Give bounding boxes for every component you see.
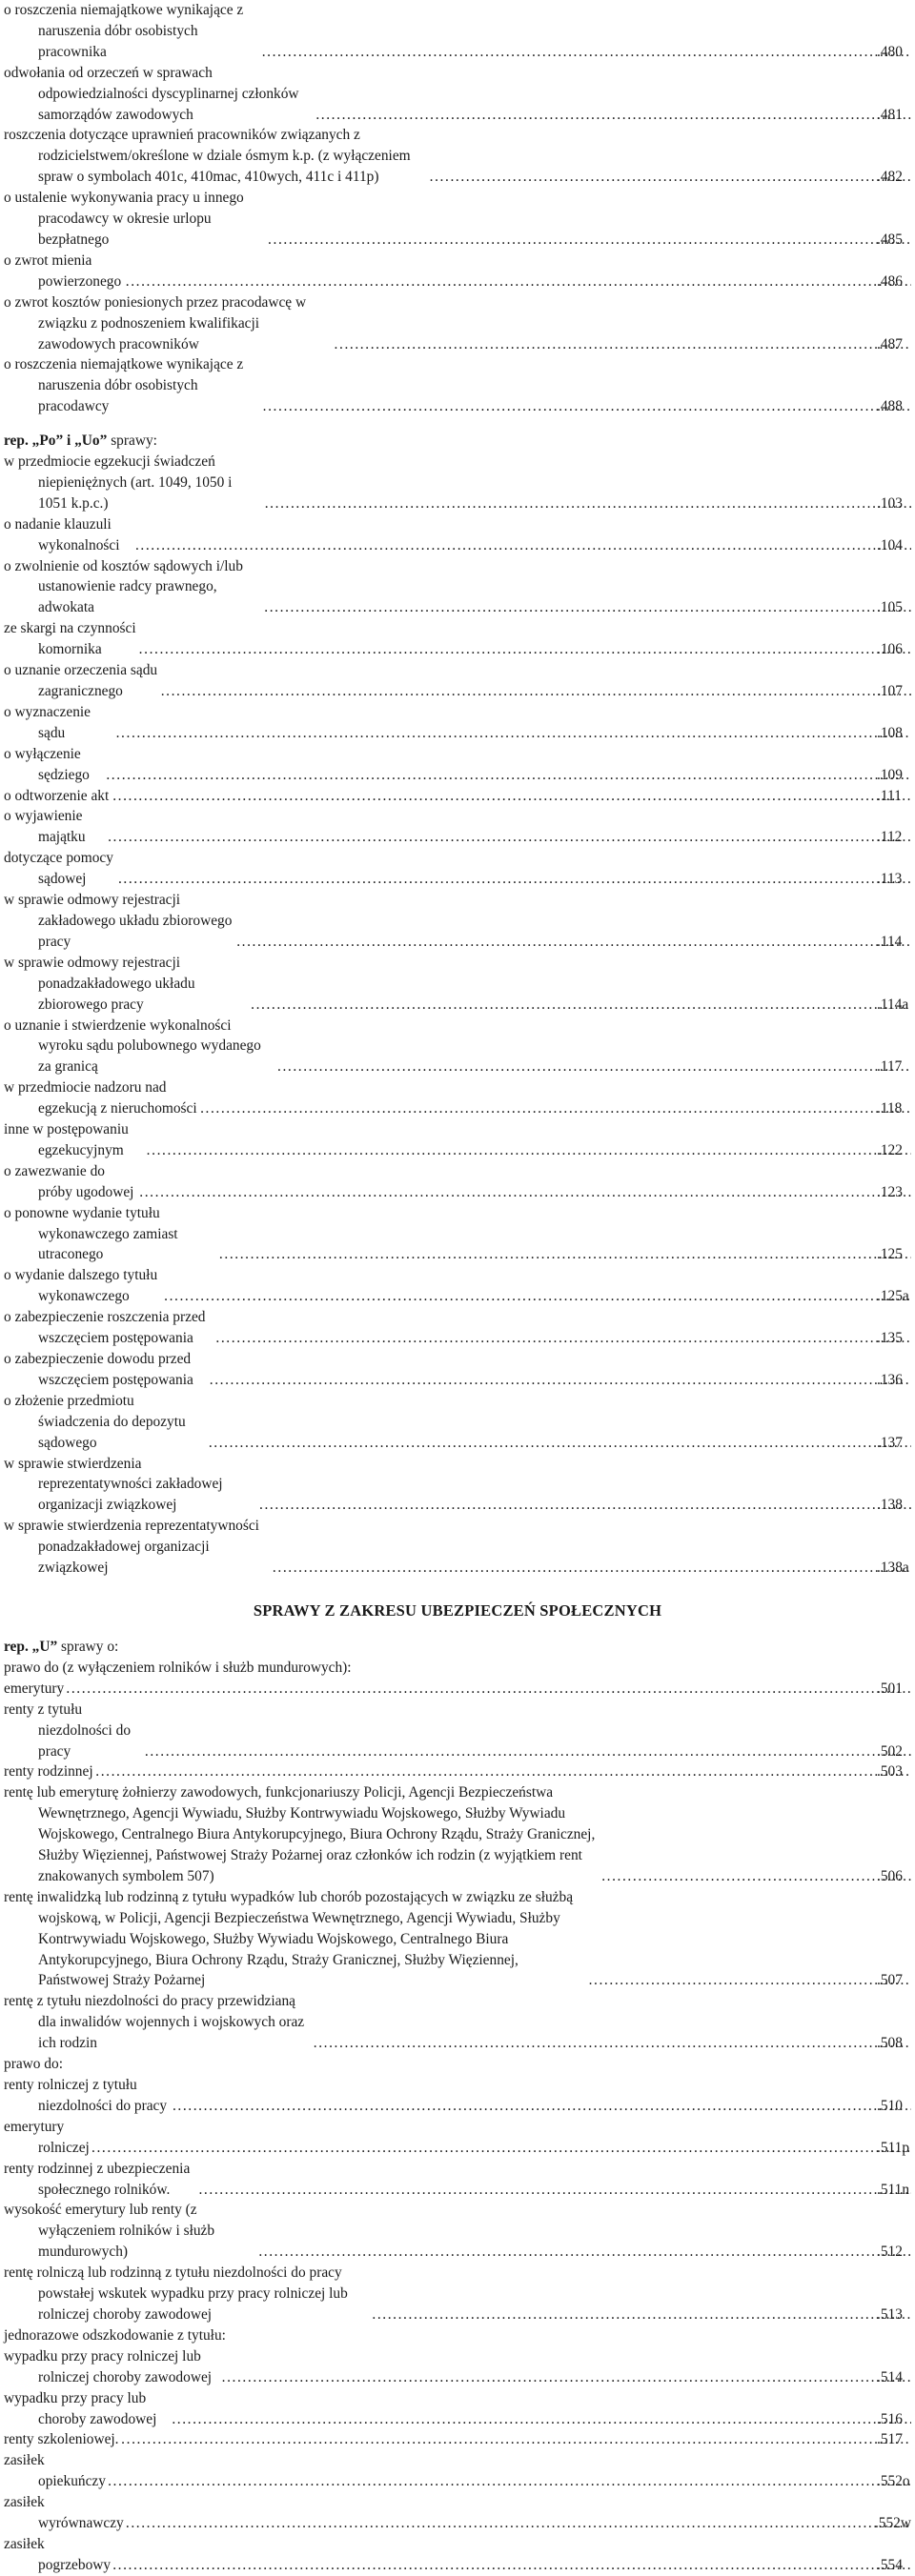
dot-leader xyxy=(111,2555,911,2576)
entry-text: o nadanie klauzuli wykonalności xyxy=(4,515,120,553)
entry-text: w sprawie stwierdzenia reprezentatywności ponadzakładowej organizacji związkowej xyxy=(4,1518,259,1577)
entry-text: w sprawie odmowy rejestracji zakładowego układu zbiorowego pracy xyxy=(4,892,233,950)
dot-leader xyxy=(171,2096,911,2117)
dot-leader xyxy=(249,995,911,1016)
entry-text: dotyczące pomocy sądowej xyxy=(4,850,113,888)
entry-text: o wyjawienie majątku xyxy=(4,808,86,846)
dot-leader xyxy=(170,2409,911,2430)
entry-text: o uznanie i stwierdzenie wykonalności wyroku sądu polubownego wydanego za granicą xyxy=(4,1016,261,1076)
index-entry: w przedmiocie egzekucji świadczeń niepieniężnych (art. 1049, 1050 i 1051 k.p.c.) ..... .103 xyxy=(4,452,911,514)
rep-label: rep. xyxy=(4,433,29,450)
entry-text: w sprawie stwierdzenia reprezentatywności zakładowej organizacji związkowej xyxy=(4,1455,223,1514)
entry-text: o zwolnienie od kosztów sądowych i/lub ustanowienie radcy prawnego, adwokata xyxy=(4,557,243,616)
dot-leader xyxy=(106,827,911,848)
dot-leader xyxy=(143,1741,911,1762)
index-entry: o zwolnienie od kosztów sądowych i/lub ustanowienie radcy prawnego, adwokata ..... .105 xyxy=(4,556,911,619)
entry-text: renty rodzinnej xyxy=(4,1763,93,1781)
dot-leader xyxy=(261,396,911,417)
index-entry xyxy=(4,2492,911,2534)
section-u-group-farmer-rights xyxy=(4,2075,911,2325)
index-entry: emerytury ..... .501 xyxy=(4,1679,911,1700)
index-entry: zasiłek opiekuńczy ..... .552o xyxy=(4,2450,911,2492)
rep-u-header xyxy=(4,1637,911,1658)
entry-text: w przedmiocie egzekucji świadczeń niepieniężnych (art. 1049, 1050 i 1051 k.p.c.) xyxy=(4,453,233,512)
dot-leader xyxy=(208,1370,911,1391)
rep-code: „Po” i „Uo” xyxy=(31,433,108,450)
entry-text: o zabezpieczenie roszczenia przed wszczęciem postępowania xyxy=(4,1309,206,1347)
index-entry: dotyczące pomocy sądowej ..... .113 xyxy=(4,848,911,890)
entry-text: o wyłączenie sędziego xyxy=(4,745,90,783)
dot-leader xyxy=(162,1286,911,1307)
index-entry: o złożenie przedmiotu świadczenia do depozytu sądowego ..... .137 xyxy=(4,1391,911,1454)
entry-text: o wydanie dalszego tytułu wykonawczego xyxy=(4,1267,158,1305)
dot-leader xyxy=(586,1970,911,1991)
entry-text: wysokość emerytury lub renty (z wyłączeniem rolników i służb mundurowych) xyxy=(4,2202,215,2261)
section-po-uo-cases xyxy=(4,452,911,1579)
entry-text: o złożenie przedmiotu świadczenia do depozytu sądowego xyxy=(4,1392,186,1451)
rep-suffix: sprawy: xyxy=(111,433,157,450)
entry-text: o ustalenie wykonywania pracy u innego pracodawcy w okresie urlopu bezpłatnego xyxy=(4,190,244,248)
dot-leader xyxy=(217,1244,911,1265)
entry-text: ze skargi na czynności komornika xyxy=(4,620,136,658)
index-entry: o ustalenie wykonywania pracy u innego pracodawcy w okresie urlopu bezpłatnego ..... .485 xyxy=(4,188,911,251)
index-entry: w sprawie stwierdzenia reprezentatywności ponadzakładowej organizacji związkowej ..... .138a xyxy=(4,1516,911,1579)
dot-leader xyxy=(90,2138,911,2159)
entry-text: rentę z tytułu niezdolności do pracy przewidzianą dla inwalidów wojennych i wojskowych oraz ich rodzin xyxy=(4,1993,305,2052)
dot-leader xyxy=(370,2304,911,2325)
entry-text: odwołania od orzeczeń w sprawach odpowiedzialności dyscyplinarnej członków samorządów zawodowych xyxy=(4,64,299,123)
dot-leader xyxy=(314,105,911,126)
dot-leader xyxy=(266,230,911,251)
index-entry: o ponowne wydanie tytułu wykonawczego zamiast utraconego ..... .125 xyxy=(4,1203,911,1266)
entry-text: renty rolniczej z tytułu niezdolności do pracy xyxy=(4,2077,168,2114)
index-entry: wysokość emerytury lub renty (z wyłączeniem rolników i służb mundurowych) ..... .512 xyxy=(4,2200,911,2263)
index-entry: renty szkoleniowej. ..... .517 xyxy=(4,2429,911,2450)
index-entry: ze skargi na czynności komornika ..... .106 xyxy=(4,618,911,660)
rep-po-uo-header xyxy=(4,431,911,452)
section-u-group-compensation xyxy=(4,2346,911,2576)
rep-suffix: sprawy o: xyxy=(61,1638,119,1655)
index-entry: rentę z tytułu niezdolności do pracy przewidzianą dla inwalidów wojennych i wojskowych oraz ich rodzin ..... .508 xyxy=(4,1991,911,2054)
dot-leader xyxy=(220,2367,912,2388)
entry-text: o uznanie orzeczenia sądu zagranicznego xyxy=(4,662,158,699)
entry-text: emerytury xyxy=(4,1680,65,1697)
index-entry: rentę rolniczą lub rodzinną z tytułu niezdolności do pracy powstałej wskutek wypadku przy pracy rolniczej lub rolniczej choroby zawodowej ..... .513 xyxy=(4,2263,911,2325)
dot-leader xyxy=(234,932,911,953)
dot-leader xyxy=(137,639,911,660)
group-intro: prawo do: xyxy=(4,2056,63,2073)
entry-text: wypadku przy pracy lub choroby zawodowej xyxy=(4,2389,157,2427)
index-entry: wypadku przy pracy lub choroby zawodowej ..... .516 xyxy=(4,2388,911,2430)
dot-leader xyxy=(159,681,911,702)
entry-text: rentę inwalidzką lub rodzinną z tytułu wypadków lub chorób pozostających w związku ze służbą wojskową, w Policji, Agencji Bezpieczeństwa Wewnętrznego, Agencji Wywiadu, Służby Kontrwywiadu Wojskowego, Służby Wywiadu Wojskowego, Centralnego Biura Antykorupcyjnego, Biura Ochrony Rządu, Straży Granicznej, Służby Więziennej, Państwowej Straży Pożarnej xyxy=(4,1888,574,1989)
entry-text: renty szkoleniowej. xyxy=(4,2431,119,2448)
section-heading: SPRAWY Z ZAKRESU UBEZPIECZEŃ SPOŁECZNYCH xyxy=(253,1600,662,1620)
index-entry: o wyłączenie sędziego ..... .109 xyxy=(4,744,911,786)
dot-leader xyxy=(256,2242,911,2263)
entry-text: renty rodzinnej z ubezpieczenia społecznego rolników. xyxy=(4,2160,191,2198)
entry-text: wypadku przy pracy rolniczej lub rolniczej choroby zawodowej xyxy=(4,2347,213,2385)
dot-leader xyxy=(119,2429,911,2450)
dot-leader xyxy=(207,1433,911,1454)
section-u-group-pension-rights xyxy=(4,1679,911,2054)
entry-text: o ponowne wydanie tytułu wykonawczego zamiast utraconego xyxy=(4,1204,178,1263)
index-entry: o nadanie klauzuli wykonalności ..... .104 xyxy=(4,514,911,556)
index-entry: o zawezwanie do próby ugodowej ..... .123 xyxy=(4,1161,911,1203)
dot-leader xyxy=(124,272,911,292)
entry-text: o wyznaczenie sądu xyxy=(4,703,92,741)
entry-text: o roszczenia niemajątkowe wynikające z naruszenia dóbr osobistych pracownika xyxy=(4,2,244,60)
index-entry: inne w postępowaniu egzekucyjnym ..... .122 xyxy=(4,1119,911,1161)
index-entry: o zabezpieczenie dowodu przed wszczęciem postępowania ..... .136 xyxy=(4,1349,911,1391)
index-entry: wypadku przy pracy rolniczej lub rolniczej choroby zawodowej ..... .514 xyxy=(4,2346,911,2388)
dot-leader xyxy=(104,765,911,786)
dot-leader xyxy=(133,535,911,556)
entry-text: rentę lub emeryturę żołnierzy zawodowych, funkcjonariuszy Policji, Agencji Bezpieczeństwa Wewnętrznego, Agencji Wywiadu, Służby Kontrwywiadu Wojskowego, Służby Wywiadu Wojskowego, Centralnego Biura Antykorupcyjnego, Biura Ochrony Rządu, Straży Granicznej, Służby Więziennej, Państwowej Straży Pożarnej oraz członków ich rodzin (z wyjątkiem rent znakowanych symbolem 507) xyxy=(4,1784,596,1884)
index-entry: o roszczenia niemajątkowe wynikające z naruszenia dóbr osobistych pracodawcy ..... .488 xyxy=(4,354,911,417)
dot-leader xyxy=(257,1495,911,1516)
index-entry: o uznanie i stwierdzenie wykonalności wyroku sądu polubownego wydanego za granicą ..... .117 xyxy=(4,1016,911,1078)
index-entry: o zabezpieczenie roszczenia przed wszczęciem postępowania ..... .135 xyxy=(4,1307,911,1349)
entry-text: zasiłek wyrównawczy xyxy=(4,2494,124,2532)
entry-text: o odtworzenie akt xyxy=(4,787,110,804)
entry-text: inne w postępowaniu egzekucyjnym xyxy=(4,1121,129,1158)
index-entry: emerytury rolniczej ..... .511p xyxy=(4,2117,911,2159)
index-entry: renty z tytułu niezdolności do pracy ..... .502 xyxy=(4,1700,911,1762)
index-entry: w sprawie stwierdzenia reprezentatywności zakładowej organizacji związkowej ..... .138 xyxy=(4,1454,911,1517)
dot-leader xyxy=(600,1866,911,1887)
dot-leader xyxy=(116,869,911,890)
index-entry: rentę lub emeryturę żołnierzy zawodowych, funkcjonariuszy Policji, Agencji Bezpieczeństwa Wewnętrznego, Agencji Wywiadu, Służby Kontrwywiadu Wojskowego, Służby Wywiadu Wojskowego, Centralnego Biura Antykorupcyjnego, Biura Ochrony Rządu, Straży Granicznej, Służby Więziennej, Państwowej Straży Pożarnej oraz członków ich rodzin (z wyjątkiem rent znakowanych symbolem 507) ..... .506 xyxy=(4,1782,911,1887)
index-entry: o odtworzenie akt ..... .111 xyxy=(4,786,911,807)
entry-text: zasiłek opiekuńczy xyxy=(4,2452,106,2490)
index-entry: zasiłek pogrzebowy ..... .554 xyxy=(4,2534,911,2576)
group-intro: jednorazowe odszkodowanie z tytułu: xyxy=(4,2326,226,2344)
index-entry: w przedmiocie nadzoru nad egzekucją z nieruchomości ..... .118 xyxy=(4,1077,911,1119)
index-entry: renty rodzinnej z ubezpieczenia społecznego rolników. ..... .511n xyxy=(4,2159,911,2201)
index-entry: rentę inwalidzką lub rodzinną z tytułu wypadków lub chorób pozostających w związku ze służbą wojskową, w Policji, Agencji Bezpieczeństwa Wewnętrznego, Agencji Wywiadu, Służby Kontrwywiadu Wojskowego, Służby Wywiadu Wojskowego, Centralnego Biura Antykorupcyjnego, Biura Ochrony Rządu, Straży Granicznej, Służby Więziennej, Państwowej Straży Pożarnej ..... .507 xyxy=(4,1887,911,1992)
index-entry: o uznanie orzeczenia sądu zagranicznego ..... .107 xyxy=(4,660,911,702)
index-entry: o zwrot mienia powierzonego ..... .486 xyxy=(4,251,911,292)
dot-leader xyxy=(145,1140,911,1161)
index-entry: o wyznaczenie sądu ..... .108 xyxy=(4,702,911,744)
rep-code: „U” xyxy=(31,1638,58,1655)
rep-label: rep. xyxy=(4,1638,29,1655)
dot-leader xyxy=(113,723,911,744)
entry-text: w przedmiocie nadzoru nad egzekucją z nieruchomości xyxy=(4,1079,197,1117)
dot-leader xyxy=(124,2513,909,2534)
entry-text: w sprawie odmowy rejestracji ponadzakładowego układu zbiorowego pracy xyxy=(4,954,195,1013)
dot-leader xyxy=(111,786,911,807)
entry-text: o roszczenia niemajątkowe wynikające z naruszenia dóbr osobistych pracodawcy xyxy=(4,356,244,415)
dot-leader xyxy=(428,167,911,188)
entry-text: o zwrot mienia powierzonego xyxy=(4,252,122,290)
index-entry: renty rodzinnej ..... .503 xyxy=(4,1761,911,1782)
entry-text: emerytury rolniczej xyxy=(4,2118,90,2156)
entry-text: rentę rolniczą lub rodzinną z tytułu niezdolności do pracy powstałej wskutek wypadku przy pracy rolniczej lub rolniczej choroby zawodowej xyxy=(4,2264,348,2323)
dot-leader xyxy=(271,1558,911,1579)
dot-leader xyxy=(275,1057,911,1077)
index-entry: w sprawie odmowy rejestracji zakładowego układu zbiorowego pracy ..... .114 xyxy=(4,890,911,953)
dot-leader xyxy=(260,42,911,63)
entry-text: renty z tytułu niezdolności do pracy xyxy=(4,1701,132,1760)
group-intro: prawo do (z wyłączeniem rolników i służb mundurowych): xyxy=(4,1659,352,1676)
entry-text: zasiłek pogrzebowy xyxy=(4,2535,112,2573)
index-entry: o zwrot kosztów poniesionych przez pracodawcę w związku z podnoszeniem kwalifikacji zawodowych pracowników ..... .487 xyxy=(4,292,911,355)
entry-text: o zwrot kosztów poniesionych przez pracodawcę w związku z podnoszeniem kwalifikacji zawodowych pracowników xyxy=(4,293,307,352)
index-entry: renty rolniczej z tytułu niezdolności do pracy ..... .510 xyxy=(4,2075,911,2117)
index-entry: odwołania od orzeczeń w sprawach odpowiedzialności dyscyplinarnej członków samorządów zawodowych ..... .481 xyxy=(4,63,911,126)
index-entry: o roszczenia niemajątkowe wynikające z naruszenia dóbr osobistych pracownika ..... .480 xyxy=(4,0,911,63)
dot-leader xyxy=(137,1182,911,1203)
dot-leader xyxy=(196,2180,911,2201)
entry-text: o zawezwanie do próby ugodowej xyxy=(4,1162,134,1200)
entry-page-ref: .552w xyxy=(874,2515,911,2532)
dot-leader xyxy=(262,597,911,618)
dot-leader xyxy=(332,334,911,355)
index-entry: o wydanie dalszego tytułu wykonawczego ..... .125a xyxy=(4,1265,911,1307)
dot-leader xyxy=(106,2471,911,2492)
dot-leader xyxy=(312,2033,911,2054)
dot-leader xyxy=(64,1679,911,1700)
entry-text: roszczenia dotyczące uprawnień pracowników związanych z rodzicielstwem/określone w dziale ósmym k.p. (z wyłączeniem spraw o symbolach 401c, 410mac, 410wych, 411c i 411p) xyxy=(4,127,411,186)
index-entry: o wyjawienie majątku ..... .112 xyxy=(4,806,911,848)
dot-leader xyxy=(198,1098,911,1119)
index-entry: w sprawie odmowy rejestracji ponadzakładowego układu zbiorowego pracy ..... .114a xyxy=(4,953,911,1016)
entry-text: o zabezpieczenie dowodu przed wszczęciem postępowania xyxy=(4,1351,193,1388)
dot-leader xyxy=(214,1328,911,1349)
section-labor-cases xyxy=(4,0,911,417)
dot-leader xyxy=(93,1761,911,1782)
index-entry: roszczenia dotyczące uprawnień pracowników związanych z rodzicielstwem/określone w dziale ósmym k.p. (z wyłączeniem spraw o symbolach 401c, 410mac, 410wych, 411c i 411p) ..... .482 xyxy=(4,125,911,188)
dot-leader xyxy=(263,493,911,514)
